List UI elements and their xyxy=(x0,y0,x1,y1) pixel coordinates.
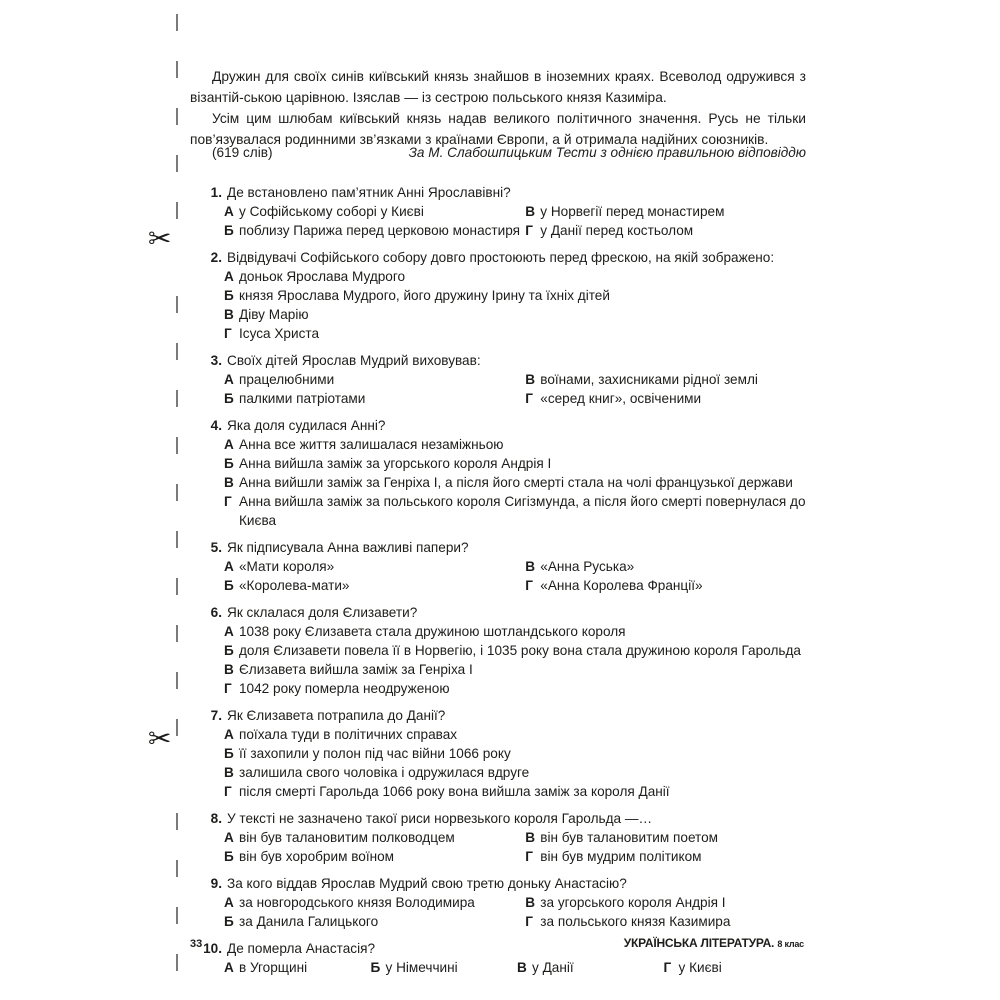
option-text: «Анна Королева Франції» xyxy=(540,578,703,593)
option-letter: В xyxy=(525,204,536,219)
intro-text xyxy=(190,66,806,150)
answer-option[interactable] xyxy=(224,847,525,866)
cut-line-dash xyxy=(176,719,178,736)
cut-line-dash xyxy=(176,484,178,501)
cut-line-dash xyxy=(176,437,178,454)
question-5 xyxy=(190,538,810,595)
option-letter: Б xyxy=(224,849,234,864)
question-3 xyxy=(190,351,810,408)
answer-option[interactable] xyxy=(224,435,503,454)
question-line xyxy=(190,538,810,557)
question-text: Де встановлено пам’ятник Анні Ярославівні? xyxy=(227,185,511,200)
answer-option[interactable] xyxy=(224,370,525,389)
source-attribution: За М. Слабошпицьким Тести з однією правильною відповіддю xyxy=(408,145,806,160)
option-row xyxy=(224,286,810,305)
answer-option[interactable] xyxy=(224,763,529,782)
answer-option[interactable] xyxy=(224,267,405,286)
scissors-icon: ✂ xyxy=(148,723,172,754)
cut-line xyxy=(176,14,178,1000)
option-text: її захопили у полон під час війни 1066 року xyxy=(239,746,511,761)
option-letter: Б xyxy=(224,288,234,303)
option-row xyxy=(224,221,810,240)
option-text: у Данії перед костьолом xyxy=(540,223,694,238)
option-letter: В xyxy=(224,662,234,677)
option-row xyxy=(224,435,810,454)
option-text: 1042 року померла неодруженою xyxy=(239,681,450,696)
answer-options xyxy=(224,267,810,343)
option-letter: А xyxy=(224,960,234,975)
option-letter: Г xyxy=(525,578,533,593)
question-9 xyxy=(190,874,810,931)
option-text: в Угорщині xyxy=(239,960,308,975)
cut-line-dash xyxy=(176,61,178,78)
question-number: 4. xyxy=(210,418,222,433)
option-text: він був талановитим полководцем xyxy=(239,830,455,845)
answer-option[interactable] xyxy=(224,324,319,343)
answer-option[interactable] xyxy=(224,221,525,240)
question-number: 1. xyxy=(210,185,222,200)
answer-options xyxy=(224,435,810,530)
answer-options xyxy=(224,557,810,595)
option-text: доля Єлизавети повела її в Норвегію, і 1035 року вона стала дружиною короля Гарольда xyxy=(239,643,801,658)
option-row xyxy=(224,958,810,977)
answer-option[interactable] xyxy=(224,576,525,595)
option-text: «серед книг», освіченими xyxy=(540,391,702,406)
answer-option[interactable] xyxy=(525,893,810,912)
option-row xyxy=(224,725,810,744)
answer-option[interactable] xyxy=(525,847,810,866)
option-text: 1038 року Єлизавета стала дружиною шотландського короля xyxy=(239,624,626,639)
cut-line-dash xyxy=(176,813,178,830)
option-text: Анна вийшла заміж за польського короля Сигізмунда, а після його смерті повернулася до Києва xyxy=(239,494,806,528)
option-row xyxy=(224,679,810,698)
option-row xyxy=(224,324,810,343)
option-row xyxy=(224,641,810,660)
cut-line-dash xyxy=(176,14,178,31)
option-row xyxy=(224,557,810,576)
option-text: Єлизавета вийшла заміж за Генріха І xyxy=(239,662,473,677)
option-text: у Норвегії перед монастирем xyxy=(540,204,725,219)
answer-options xyxy=(224,958,810,977)
answer-option[interactable] xyxy=(224,492,810,530)
page-number: 33 xyxy=(190,938,203,950)
option-letter: А xyxy=(224,895,234,910)
footer-grade: 8 клас xyxy=(777,939,804,949)
option-text: за угорського короля Андрія І xyxy=(540,895,726,910)
answer-option[interactable] xyxy=(664,958,811,977)
question-text: У тексті не зазначено такої риси норвезького короля Гарольда —… xyxy=(227,811,653,826)
footer-subject: УКРАЇНСЬКА ЛІТЕРАТУРА. xyxy=(623,936,775,950)
option-text: у Данії xyxy=(532,960,574,975)
answer-options xyxy=(224,622,810,698)
question-number: 8. xyxy=(210,811,222,826)
option-letter: В xyxy=(525,559,536,574)
option-row xyxy=(224,912,810,931)
question-text: Як склалася доля Єлизавети? xyxy=(227,605,418,620)
answer-option[interactable] xyxy=(525,576,810,595)
intro-paragraph-2: Усім цим шлюбам київський князь надав великого політичного значення. Русь не тільки пов’язувалася родинними зв’язками з країнами Європи, а й отримала надійних союзників. xyxy=(190,111,806,147)
option-text: «Анна Руська» xyxy=(540,559,635,574)
option-letter: В xyxy=(224,307,234,322)
answer-options xyxy=(224,202,810,240)
question-text: Як Єлизавета потрапила до Данії? xyxy=(227,708,446,723)
option-text: князя Ярослава Мудрого, його дружину Ірину та їхніх дітей xyxy=(239,288,610,303)
question-6 xyxy=(190,603,810,698)
option-text: у Софійському соборі у Києві xyxy=(239,204,424,219)
option-row xyxy=(224,473,810,492)
answer-option[interactable] xyxy=(224,958,371,977)
option-letter: Б xyxy=(224,914,234,929)
option-row xyxy=(224,370,810,389)
answer-option[interactable] xyxy=(224,305,309,324)
option-row xyxy=(224,782,810,801)
question-2 xyxy=(190,248,810,343)
question-number: 3. xyxy=(210,353,222,368)
question-line xyxy=(190,874,810,893)
question-number: 5. xyxy=(210,540,222,555)
option-text: він був хоробрим воїном xyxy=(239,849,395,864)
option-row xyxy=(224,267,810,286)
cut-line-dash xyxy=(176,343,178,360)
answer-option[interactable] xyxy=(224,454,551,473)
option-row xyxy=(224,305,810,324)
answer-options xyxy=(224,828,810,866)
question-text: За кого віддав Ярослав Мудрий свою третю доньку Анастасію? xyxy=(227,876,627,891)
question-1 xyxy=(190,183,810,240)
option-row xyxy=(224,454,810,473)
option-row xyxy=(224,893,810,912)
question-number: 7. xyxy=(210,708,222,723)
question-text: Своїх дітей Ярослав Мудрий виховував: xyxy=(227,353,481,368)
cut-line-dash xyxy=(176,954,178,971)
option-text: у Києві xyxy=(678,960,722,975)
question-text: Яка доля судилася Анні? xyxy=(227,418,386,433)
option-row xyxy=(224,202,810,221)
cut-line-dash xyxy=(176,155,178,172)
answer-option[interactable] xyxy=(224,389,525,408)
answer-option[interactable] xyxy=(224,893,525,912)
cut-line-dash xyxy=(176,625,178,642)
questions-list xyxy=(190,183,810,985)
option-letter: А xyxy=(224,559,234,574)
option-row xyxy=(224,389,810,408)
answer-option[interactable] xyxy=(224,828,525,847)
intro-paragraph-1: Дружин для своїх синів київський князь знайшов в іноземних краях. Всеволод одружився з візантій-ською царівною. Ізяслав — із сестрою польського князя Казиміра. xyxy=(190,69,806,105)
option-text: Анна вийшли заміж за Генріха І, а після його смерті стала на чолі французької держави xyxy=(239,475,793,490)
option-letter: Г xyxy=(224,494,232,509)
option-text: палкими патріотами xyxy=(239,391,366,406)
footer-title xyxy=(624,936,804,950)
question-number: 9. xyxy=(210,876,222,891)
question-8 xyxy=(190,809,810,866)
option-letter: Г xyxy=(525,391,533,406)
answer-option[interactable] xyxy=(525,370,810,389)
option-text: працелюбними xyxy=(239,372,335,387)
option-letter: В xyxy=(525,372,536,387)
answer-option[interactable] xyxy=(224,641,801,660)
question-7 xyxy=(190,706,810,801)
option-row xyxy=(224,763,810,782)
question-text: Як підписувала Анна важливі папери? xyxy=(227,540,469,555)
question-text: Де померла Анастасія? xyxy=(227,941,376,956)
option-letter: А xyxy=(224,372,234,387)
answer-options xyxy=(224,893,810,931)
option-letter: Г xyxy=(663,960,672,975)
option-letter: В xyxy=(224,475,234,490)
option-text: доньок Ярослава Мудрого xyxy=(239,269,406,284)
option-text: поїхала туди в політичних справах xyxy=(239,727,458,742)
option-letter: А xyxy=(224,830,234,845)
option-text: Діву Марію xyxy=(239,307,309,322)
cut-line-dash xyxy=(176,202,178,219)
option-text: за новгородського князя Володимира xyxy=(239,895,475,910)
option-text: залишила свого чоловіка і одружилася вдруге xyxy=(239,765,530,780)
answer-options xyxy=(224,725,810,801)
answer-option[interactable] xyxy=(224,912,525,931)
option-letter: Г xyxy=(525,223,533,238)
option-letter: Г xyxy=(224,784,232,799)
answer-option[interactable] xyxy=(224,782,670,801)
option-row xyxy=(224,847,810,866)
option-letter: А xyxy=(224,727,234,742)
option-row xyxy=(224,622,810,641)
option-text: «Мати короля» xyxy=(239,559,335,574)
cut-line-dash xyxy=(176,108,178,125)
question-line xyxy=(190,706,810,725)
cut-line-dash xyxy=(176,672,178,689)
question-number: 6. xyxy=(210,605,222,620)
option-letter: Г xyxy=(224,681,232,696)
option-letter: В xyxy=(525,830,536,845)
option-text: він був талановитим поетом xyxy=(540,830,719,845)
cut-line-dash xyxy=(176,296,178,313)
answer-option[interactable] xyxy=(224,557,525,576)
question-line xyxy=(190,248,810,267)
cut-line-dash xyxy=(176,390,178,407)
question-line xyxy=(190,809,810,828)
option-text: за польського князя Казимира xyxy=(540,914,731,929)
answer-option[interactable] xyxy=(224,679,450,698)
option-letter: Г xyxy=(224,326,232,341)
cut-line-dash xyxy=(176,531,178,548)
answer-option[interactable] xyxy=(224,660,473,679)
option-text: Анна все життя залишалася незаміжньою xyxy=(239,437,504,452)
answer-option[interactable] xyxy=(224,202,525,221)
question-4 xyxy=(190,416,810,530)
option-letter: Г xyxy=(525,914,533,929)
option-letter: Б xyxy=(224,223,234,238)
option-row xyxy=(224,492,810,530)
answer-option[interactable] xyxy=(525,221,810,240)
answer-option[interactable] xyxy=(371,958,518,977)
answer-options xyxy=(224,370,810,408)
option-letter: В xyxy=(525,895,536,910)
option-letter: Б xyxy=(370,960,381,975)
cut-line-dash xyxy=(176,578,178,595)
answer-option[interactable] xyxy=(224,622,626,641)
word-count: (619 слів) xyxy=(212,145,273,160)
option-text: воїнами, захисниками рідної землі xyxy=(540,372,758,387)
option-text: він був мудрим політиком xyxy=(540,849,702,864)
option-text: за Данила Галицького xyxy=(239,914,379,929)
option-letter: Б xyxy=(224,578,234,593)
answer-option[interactable] xyxy=(525,389,810,408)
question-number: 2. xyxy=(210,250,222,265)
option-letter: Г xyxy=(525,849,533,864)
answer-option[interactable] xyxy=(224,473,793,492)
option-letter: Б xyxy=(224,391,234,406)
option-letter: А xyxy=(224,204,234,219)
answer-option[interactable] xyxy=(517,958,664,977)
option-text: у Німеччині xyxy=(385,960,458,975)
option-text: Анна вийшла заміж за угорського короля Андрія І xyxy=(239,456,552,471)
question-line xyxy=(190,416,810,435)
option-row xyxy=(224,828,810,847)
option-text: Ісуса Христа xyxy=(239,326,320,341)
option-row xyxy=(224,576,810,595)
option-letter: В xyxy=(517,960,527,975)
answer-option[interactable] xyxy=(224,744,511,763)
option-letter: А xyxy=(224,624,234,639)
cut-line-dash xyxy=(176,907,178,924)
option-letter: Б xyxy=(224,746,234,761)
cut-line-dash xyxy=(176,860,178,877)
option-letter: Б xyxy=(224,643,234,658)
option-text: після смерті Гарольда 1066 року вона вийшла заміж за короля Данії xyxy=(239,784,670,799)
answer-option[interactable] xyxy=(525,557,810,576)
answer-option[interactable] xyxy=(525,912,810,931)
option-letter: Б xyxy=(224,456,234,471)
answer-option[interactable] xyxy=(525,828,810,847)
option-text: «Королева-мати» xyxy=(239,578,350,593)
question-text: Відвідувачі Софійського собору довго простоюють перед фрескою, на якій зображено: xyxy=(227,250,775,265)
option-letter: А xyxy=(224,269,234,284)
question-number: 10. xyxy=(203,941,222,956)
answer-option[interactable] xyxy=(224,286,610,305)
answer-option[interactable] xyxy=(224,725,457,744)
question-line xyxy=(190,603,810,622)
option-letter: А xyxy=(224,437,234,452)
question-line xyxy=(190,183,810,202)
option-letter: В xyxy=(224,765,234,780)
scissors-icon: ✂ xyxy=(148,223,172,254)
question-line xyxy=(190,351,810,370)
option-row xyxy=(224,660,810,679)
option-text: поблизу Парижа перед церковою монастиря xyxy=(239,223,521,238)
answer-option[interactable] xyxy=(525,202,810,221)
option-row xyxy=(224,744,810,763)
